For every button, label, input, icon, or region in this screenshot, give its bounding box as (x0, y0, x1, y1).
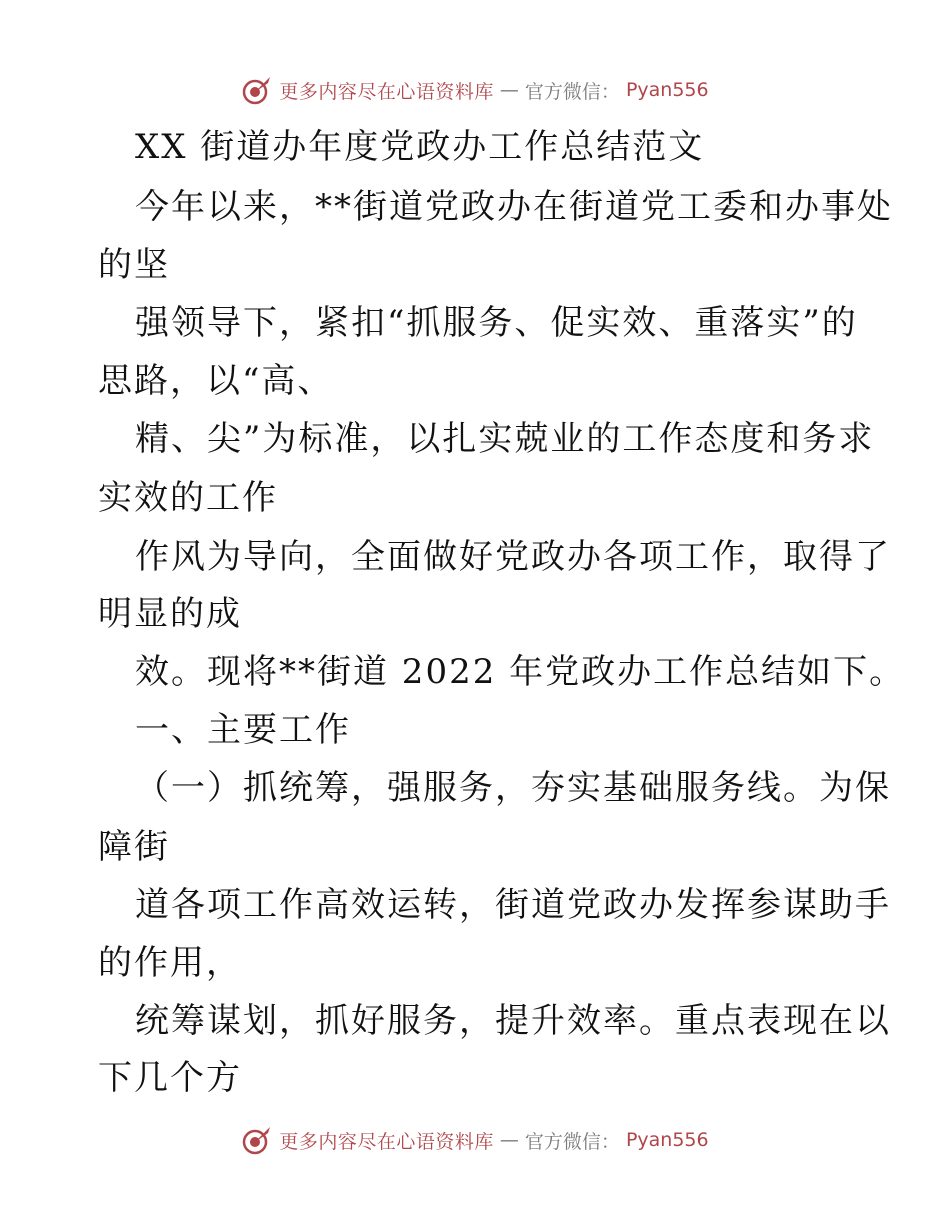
text-line: 思路，以“高、 (98, 361, 334, 401)
quill-logo-icon (241, 74, 273, 106)
section-heading: 一、主要工作 (135, 710, 351, 750)
subsection-heading: （一）抓统筹，强服务，夯实基础服务线。为保 (135, 768, 891, 808)
text-line: 障街 (98, 827, 170, 867)
watermark-separator: — (499, 79, 519, 101)
text-line: 精、尖”为标准，以扎实兢业的工作态度和务求 (135, 419, 875, 459)
quill-logo-icon (241, 1124, 273, 1156)
watermark-header (0, 70, 950, 110)
watermark-footer (0, 1120, 950, 1160)
watermark-handle: Pyan556 (625, 1129, 709, 1151)
text-line: 今年以来，**街道党政办在街道党工委和办事处 (135, 187, 893, 227)
document-title: XX 街道办年度党政办工作总结范文 (135, 127, 705, 167)
text-line: 强领导下，紧扣“抓服务、促实效、重落实”的 (135, 303, 858, 343)
text-line: 的作用， (98, 943, 242, 983)
watermark-separator: — (499, 1129, 519, 1151)
watermark-text: 更多内容尽在心语资料库 (279, 1130, 494, 1153)
text-line: 统筹谋划，抓好服务，提升效率。重点表现在以 (135, 1001, 891, 1041)
text-line: 明显的成 (98, 594, 242, 634)
text-line: 作风为导向，全面做好党政办各项工作，取得了 (135, 537, 891, 577)
text-line: 的坚 (98, 245, 170, 285)
text-line: 实效的工作 (98, 478, 278, 518)
watermark-contact-label: 官方微信： (524, 80, 620, 103)
watermark-contact-label: 官方微信： (524, 1130, 620, 1153)
text-line: 道各项工作高效运转，街道党政办发挥参谋助手 (135, 885, 891, 925)
watermark-handle: Pyan556 (625, 79, 709, 101)
watermark-text: 更多内容尽在心语资料库 (279, 80, 494, 103)
text-line: 下几个方 (98, 1058, 242, 1098)
text-line: 效。现将**街道 2022 年党政办工作总结如下。 (135, 652, 906, 692)
